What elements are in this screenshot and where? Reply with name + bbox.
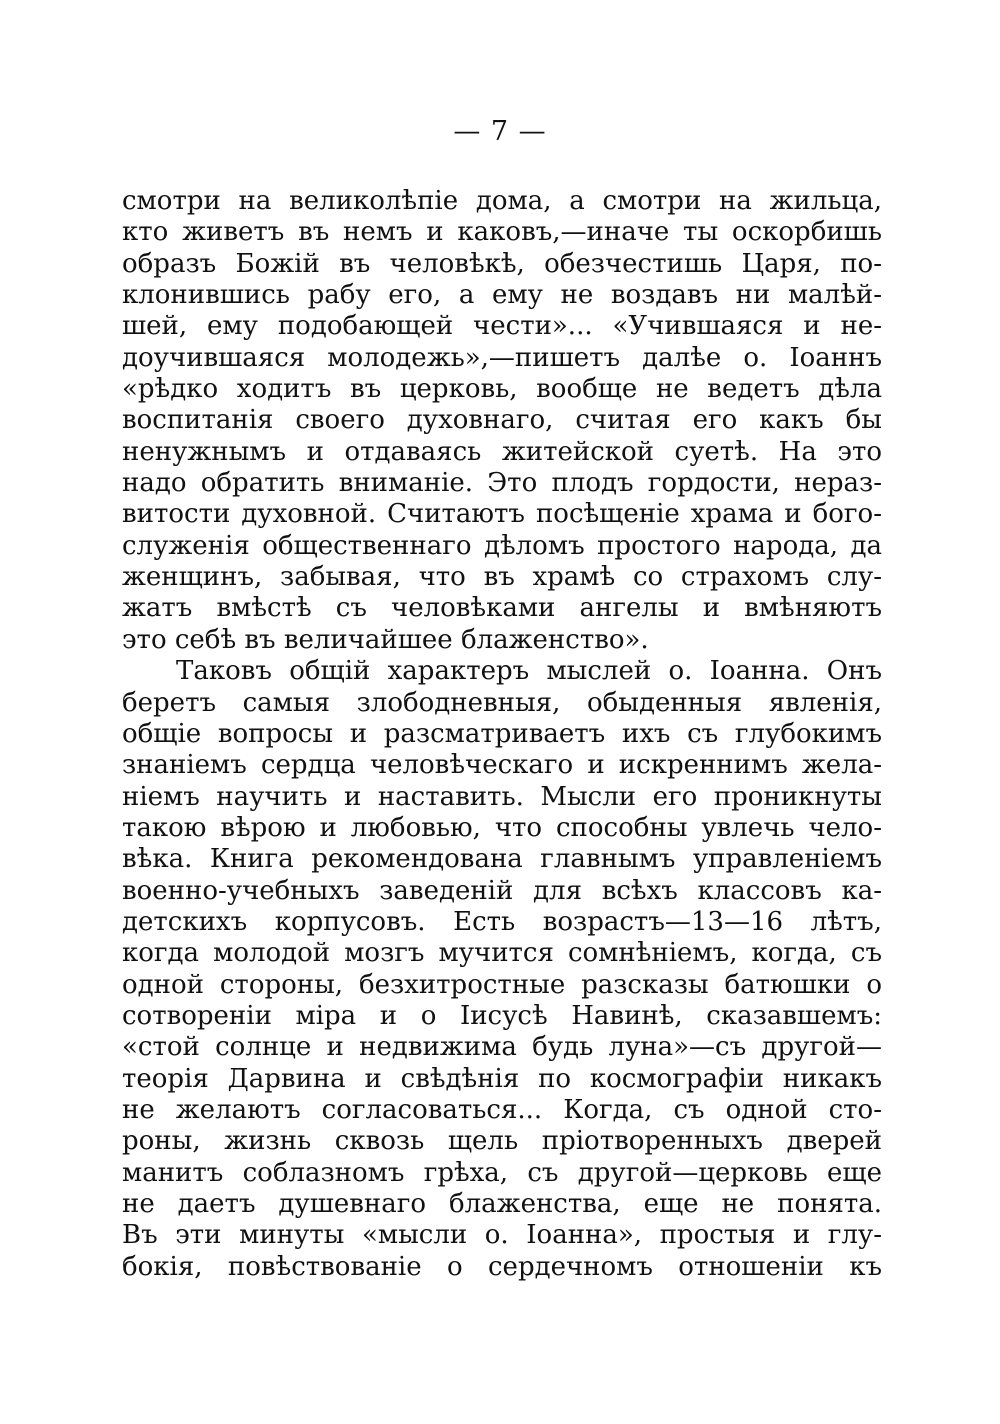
- text-line: Таковъ общій характеръ мыслей о. Іоанна. Онъ: [176, 656, 882, 687]
- text-line: знаніемъ сердца человѣческаго и искреннимъ жела-: [122, 750, 882, 781]
- text-line: сотвореніи міра и о Іисусѣ Навинѣ, сказавшемъ:: [122, 1000, 882, 1031]
- text-line: общіе вопросы и разсматриваетъ ихъ съ глубокимъ: [122, 718, 882, 749]
- text-line: служенія общественнаго дѣломъ простого народа, да: [122, 530, 882, 561]
- text-line: жатъ вмѣстѣ съ человѣками ангелы и вмѣняютъ: [122, 593, 882, 624]
- text-line: образъ Божій въ человѣкѣ, обезчестишь Царя, по-: [122, 248, 882, 279]
- text-line: беретъ самыя злободневныя, обыденныя явленія,: [122, 687, 882, 718]
- text-line: смотри на великолѣпіе дома, а смотри на жильца,: [122, 186, 882, 216]
- text-line: ненужнымъ и отдаваясь житейской суетѣ. На это: [122, 436, 882, 467]
- text-line: клонившись рабу его, а ему не воздавъ ни малѣй-: [122, 280, 882, 311]
- text-line: надо обратить вниманіе. Это плодъ гордости, нераз-: [122, 468, 882, 499]
- text-line: военно-учебныхъ заведеній для всѣхъ классовъ ка-: [122, 875, 882, 906]
- text-line: кто живетъ въ немъ и каковъ,—иначе ты оскорбишь: [122, 217, 882, 248]
- page-number: — 7 —: [453, 116, 547, 147]
- text-line: бокія, повѣствованіе о сердечномъ отношеніи къ: [122, 1251, 882, 1282]
- text-line: теорія Дарвина и свѣдѣнія по космографіи никакъ: [122, 1063, 882, 1094]
- text-line: это себѣ въ величайшее блаженство».: [122, 624, 649, 655]
- text-line: воспитанія своего духовнаго, считая его какъ бы: [122, 405, 882, 436]
- text-line: детскихъ корпусовъ. Есть возрастъ—13—16 лѣтъ,: [122, 906, 882, 937]
- text-line: «рѣдко ходитъ въ церковь, вообще не ведетъ дѣла: [122, 374, 882, 405]
- text-line: не даетъ душевнаго блаженства, еще не понята.: [122, 1189, 882, 1219]
- text-line: манитъ соблазномъ грѣха, съ другой—церковь еще: [122, 1157, 882, 1188]
- text-line: Въ эти минуты «мысли о. Іоанна», простыя и глу-: [122, 1220, 882, 1251]
- text-line: женщинъ, забывая, что въ храмѣ со страхомъ слу-: [122, 562, 882, 593]
- text-line: такою вѣрою и любовью, что способны увлечь чело-: [122, 812, 882, 843]
- text-line: доучившаяся молодежь»,—пишетъ далѣе о. Іоаннъ: [122, 342, 882, 373]
- text-line: «стой солнце и недвижима будь луна»—съ другой—: [122, 1032, 882, 1063]
- text-line: вѣка. Книга рекомендована главнымъ управленіемъ: [122, 844, 882, 875]
- text-line: шей, ему подобающей чести»... «Учившаяся и не-: [122, 311, 882, 342]
- body-text: [122, 186, 882, 1283]
- text-line: когда молодой мозгъ мучится сомнѣніемъ, когда, съ: [122, 938, 882, 969]
- text-line: ніемъ научить и наставить. Мысли его проникнуты: [122, 781, 882, 812]
- text-line: витости духовной. Считаютъ посѣщеніе храма и бого-: [122, 499, 882, 530]
- text-line: роны, жизнь сквозь щель пріотворенныхъ дверей: [122, 1126, 882, 1157]
- text-line: одной стороны, безхитростные разсказы батюшки о: [122, 969, 882, 1000]
- text-line: не желаютъ согласоваться... Когда, съ одной сто-: [122, 1094, 882, 1125]
